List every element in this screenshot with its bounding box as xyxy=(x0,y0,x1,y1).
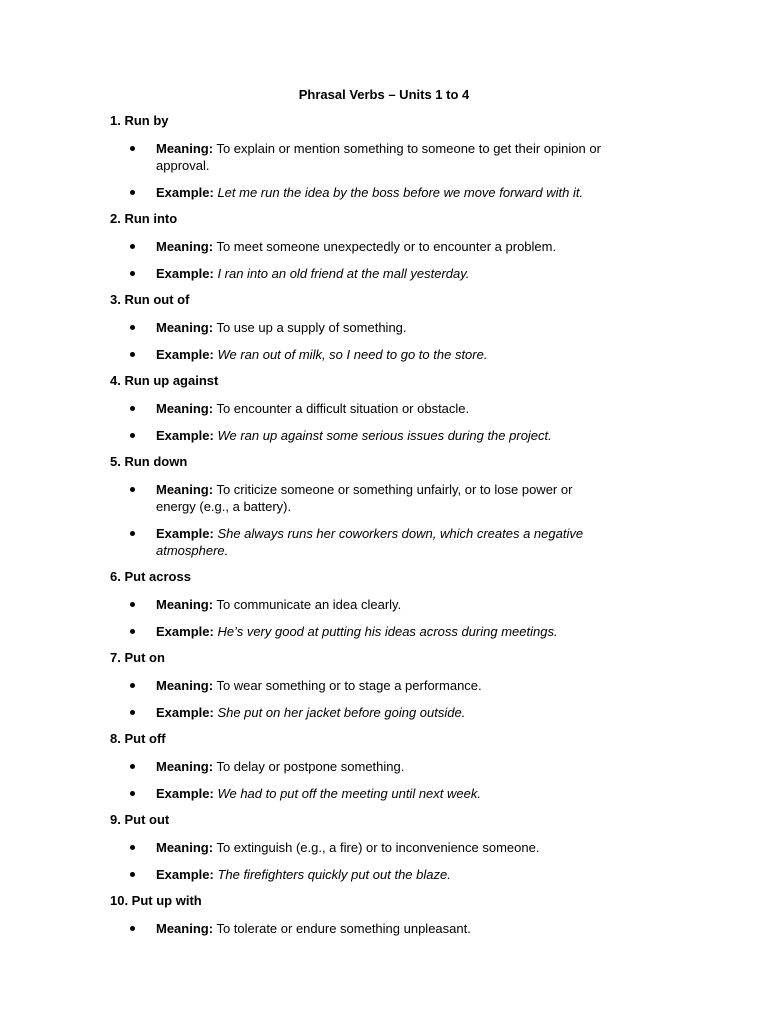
meaning-text: To wear something or to stage a performance. xyxy=(216,678,482,693)
example-bullet xyxy=(110,184,608,201)
bullet-dot-icon xyxy=(130,325,135,330)
entry-bullet-list xyxy=(110,400,670,444)
entry-heading: 10. Put up with xyxy=(110,893,202,908)
bullet-dot-icon xyxy=(130,629,135,634)
entry-bullet-list xyxy=(110,839,670,883)
phrasal-verb-entry xyxy=(110,811,670,883)
example-text: We had to put off the meeting until next week. xyxy=(217,786,481,801)
bullet-dot-icon xyxy=(130,190,135,195)
entry-bullet-list xyxy=(110,140,670,201)
meaning-label: Meaning: xyxy=(156,239,214,254)
phrasal-verb-entry xyxy=(110,649,670,721)
example-label: Example: xyxy=(156,526,214,541)
phrasal-verb-entry xyxy=(110,568,670,640)
meaning-bullet xyxy=(110,140,608,174)
meaning-bullet xyxy=(110,839,608,856)
meaning-bullet xyxy=(110,319,608,336)
example-text: He’s very good at putting his ideas across during meetings. xyxy=(217,624,558,639)
bullet-dot-icon xyxy=(130,710,135,715)
entry-bullet-list xyxy=(110,920,670,937)
entry-bullet-list xyxy=(110,319,670,363)
entry-bullet-list xyxy=(110,596,670,640)
meaning-text: To criticize someone or something unfairly, or to lose power or energy (e.g., a battery). xyxy=(156,482,573,514)
example-text: She always runs her coworkers down, which creates a negative atmosphere. xyxy=(156,526,584,558)
phrasal-verb-entry xyxy=(110,730,670,802)
example-label: Example: xyxy=(156,185,214,200)
entry-bullet-list xyxy=(110,758,670,802)
entry-heading: 3. Run out of xyxy=(110,292,190,307)
example-bullet xyxy=(110,525,608,559)
meaning-bullet xyxy=(110,481,608,515)
bullet-dot-icon xyxy=(130,487,135,492)
bullet-dot-icon xyxy=(130,433,135,438)
bullet-dot-icon xyxy=(130,352,135,357)
example-bullet xyxy=(110,265,608,282)
example-label: Example: xyxy=(156,786,214,801)
meaning-text: To tolerate or endure something unpleasant. xyxy=(216,921,471,936)
phrasal-verb-entry xyxy=(110,291,670,363)
bullet-dot-icon xyxy=(130,602,135,607)
meaning-text: To meet someone unexpectedly or to encounter a problem. xyxy=(216,239,557,254)
entry-heading: 4. Run up against xyxy=(110,373,219,388)
meaning-bullet xyxy=(110,400,608,417)
bullet-dot-icon xyxy=(130,271,135,276)
entry-list xyxy=(110,112,670,946)
example-bullet xyxy=(110,785,608,802)
example-text: She put on her jacket before going outside. xyxy=(217,705,466,720)
bullet-dot-icon xyxy=(130,406,135,411)
example-label: Example: xyxy=(156,624,214,639)
meaning-bullet xyxy=(110,677,608,694)
example-bullet xyxy=(110,346,608,363)
bullet-dot-icon xyxy=(130,791,135,796)
phrasal-verb-entry xyxy=(110,453,670,559)
meaning-bullet xyxy=(110,920,608,937)
meaning-text: To use up a supply of something. xyxy=(216,320,407,335)
phrasal-verb-entry xyxy=(110,210,670,282)
example-text: We ran up against some serious issues during the project. xyxy=(217,428,552,443)
meaning-text: To delay or postpone something. xyxy=(216,759,405,774)
meaning-bullet xyxy=(110,596,608,613)
meaning-label: Meaning: xyxy=(156,320,214,335)
bullet-dot-icon xyxy=(130,146,135,151)
meaning-label: Meaning: xyxy=(156,840,214,855)
example-label: Example: xyxy=(156,428,214,443)
entry-heading: 1. Run by xyxy=(110,113,169,128)
meaning-label: Meaning: xyxy=(156,678,214,693)
example-text: The firefighters quickly put out the blaze. xyxy=(217,867,451,882)
entry-heading: 6. Put across xyxy=(110,569,191,584)
entry-heading: 2. Run into xyxy=(110,211,178,226)
meaning-label: Meaning: xyxy=(156,401,214,416)
document-title: Phrasal Verbs – Units 1 to 4 xyxy=(298,87,470,102)
meaning-text: To extinguish (e.g., a fire) or to inconvenience someone. xyxy=(216,840,540,855)
entry-heading: 5. Run down xyxy=(110,454,188,469)
example-bullet xyxy=(110,427,608,444)
example-label: Example: xyxy=(156,705,214,720)
bullet-dot-icon xyxy=(130,683,135,688)
meaning-bullet xyxy=(110,238,608,255)
bullet-dot-icon xyxy=(130,845,135,850)
meaning-label: Meaning: xyxy=(156,597,214,612)
example-text: I ran into an old friend at the mall yesterday. xyxy=(217,266,470,281)
example-bullet xyxy=(110,623,608,640)
meaning-label: Meaning: xyxy=(156,759,214,774)
example-label: Example: xyxy=(156,867,214,882)
bullet-dot-icon xyxy=(130,531,135,536)
meaning-label: Meaning: xyxy=(156,482,214,497)
meaning-label: Meaning: xyxy=(156,921,214,936)
meaning-text: To encounter a difficult situation or obstacle. xyxy=(216,401,470,416)
phrasal-verb-entry xyxy=(110,112,670,201)
bullet-dot-icon xyxy=(130,926,135,931)
entry-bullet-list xyxy=(110,677,670,721)
entry-bullet-list xyxy=(110,238,670,282)
phrasal-verb-entry xyxy=(110,892,670,937)
bullet-dot-icon xyxy=(130,244,135,249)
example-bullet xyxy=(110,866,608,883)
entry-heading: 8. Put off xyxy=(110,731,166,746)
entry-heading: 9. Put out xyxy=(110,812,170,827)
bullet-dot-icon xyxy=(130,764,135,769)
example-bullet xyxy=(110,704,608,721)
example-text: We ran out of milk, so I need to go to the store. xyxy=(217,347,488,362)
meaning-text: To explain or mention something to someone to get their opinion or approval. xyxy=(156,141,601,173)
meaning-bullet xyxy=(110,758,608,775)
phrasal-verb-entry xyxy=(110,372,670,444)
meaning-text: To communicate an idea clearly. xyxy=(216,597,402,612)
bullet-dot-icon xyxy=(130,872,135,877)
example-label: Example: xyxy=(156,266,214,281)
entry-heading: 7. Put on xyxy=(110,650,165,665)
meaning-label: Meaning: xyxy=(156,141,214,156)
example-text: Let me run the idea by the boss before we move forward with it. xyxy=(217,185,584,200)
example-label: Example: xyxy=(156,347,214,362)
entry-bullet-list xyxy=(110,481,670,559)
